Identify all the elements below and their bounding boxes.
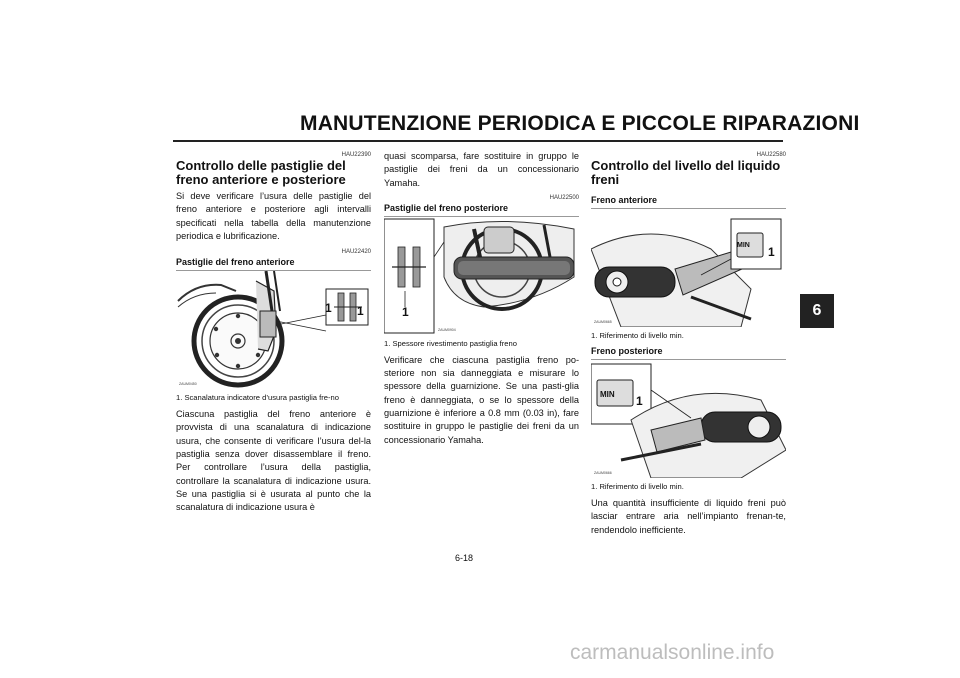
page-header-title: MANUTENZIONE PERIODICA E PICCOLE RIPARAZIONI <box>300 112 860 135</box>
callout-1: 1 <box>768 245 775 259</box>
front-brake-paragraph: Ciascuna pastiglia del freno anteriore è provvista di una scanalatura di indicazione usura, che consente di verificare l’usura del-la pastiglia senza dover disassemblare il freno. Per controllare l’usura della pastiglia, controllare la scanalatura di indicazione usura. Se una pastiglia si è usurata al punto che la scanalatura di indicazione usura è <box>176 409 371 513</box>
column-1 <box>176 150 371 515</box>
front-reservoir-heading: Freno anteriore <box>591 195 658 205</box>
figure-caption: 1. Spessore rivestimento pastiglia freno <box>384 338 517 348</box>
callout-1-left: 1 <box>325 301 332 316</box>
brake-fluid-paragraph: Una quantità insufficiente di liquido freni può lasciar entrare aria nell’impianto frenan-te, rendendolo inefficiente. <box>591 498 786 535</box>
rear-brake-paragraph: Verificare che ciascuna pastiglia freno po-steriore non sia danneggiata e misurare lo spessore della guarnizione. Se una pasti-glia freno è danneggiata, o se lo spessore della guarnizione è inferiore a 0.8 mm (0.03 in), fare sostituire in gruppo le pastiglie dei freni da un concessionario Yamaha. <box>384 354 579 445</box>
intro-paragraph: Si deve verificare l’usura delle pastiglie del freno anteriore e posteriore agli intervalli specificati nella tabella della manutenzione periodica e lubrificazione. <box>176 191 371 241</box>
front-brake-heading: Pastiglie del freno anteriore <box>176 257 295 268</box>
figure-code: ZAUM0665 <box>594 320 612 324</box>
callout-1: 1 <box>402 304 409 319</box>
min-mark: MIN <box>600 390 615 399</box>
min-mark: MIN <box>737 242 750 249</box>
watermark-link[interactable]: carmanualsonline.info <box>570 641 775 664</box>
section-title-brake-fluid: Controllo del livello del liquido freni <box>591 158 781 187</box>
continuation-paragraph: quasi scomparsa, fare sostituire in gruppo le pastiglie dei freni da un concessionario Yamaha. <box>384 151 579 188</box>
page-number: 6-18 <box>455 553 474 563</box>
callout-1-right: 1 <box>357 304 364 319</box>
figure-caption: 1. Riferimento di livello min. <box>591 482 684 491</box>
subsection-code: HAU22500 <box>549 194 579 201</box>
figure-code: ZAUM0450 <box>179 382 197 387</box>
rear-brake-heading: Pastiglie del freno posteriore <box>384 202 509 213</box>
section-code: HAU22390 <box>341 152 371 158</box>
header-rule <box>173 140 783 142</box>
section-code: HAU22580 <box>756 152 786 158</box>
figure-code: ZAUM0904 <box>438 327 456 332</box>
front-reservoir-figure <box>591 208 786 327</box>
column-2 <box>384 150 579 447</box>
figure-caption: 1. Scanalatura indicatore d’usura pastiglia fre-no <box>176 393 339 403</box>
figure-caption: 1. Riferimento di livello min. <box>591 331 684 340</box>
front-brake-figure <box>176 270 371 389</box>
section-title-brake-pads: Controllo delle pastiglie del freno anteriore e posteriore <box>176 158 346 187</box>
rear-reservoir-figure <box>591 359 786 478</box>
chapter-tab: 6 <box>800 294 834 328</box>
column-3 <box>591 150 786 537</box>
rear-brake-figure <box>384 216 579 335</box>
figure-code: ZAUM0666 <box>594 471 612 475</box>
subsection-code: HAU22420 <box>341 249 371 256</box>
callout-1: 1 <box>636 394 643 408</box>
rear-reservoir-heading: Freno posteriore <box>591 346 663 356</box>
